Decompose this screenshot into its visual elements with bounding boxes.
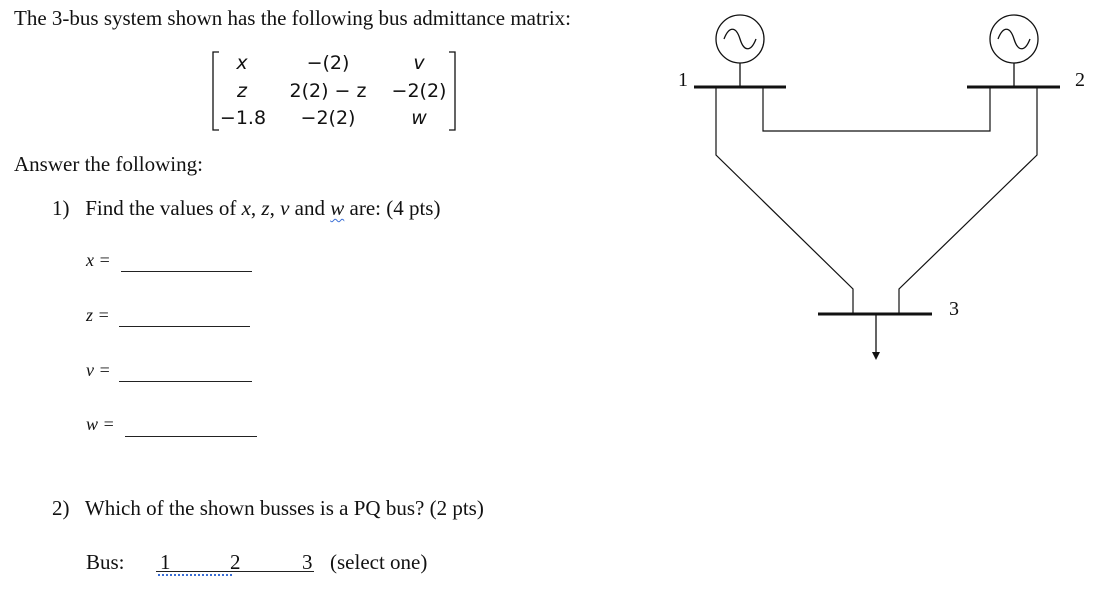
- question-1-prefix: Find the values of: [85, 196, 237, 220]
- line-1-2: [763, 87, 990, 131]
- bus-2-label: 2: [1075, 69, 1085, 91]
- answer-field-v[interactable]: [119, 381, 252, 382]
- question-2-text: Which of the shown busses is a PQ bus? (2 pts): [84, 496, 484, 520]
- matrix-cell-3-1: −1.8: [219, 107, 267, 129]
- question-2-number: 2): [52, 496, 70, 520]
- bus-option-2[interactable]: 2: [230, 550, 241, 574]
- question-2: [52, 496, 484, 521]
- matrix-cell-1-2: −(2): [306, 52, 350, 74]
- and-word: and: [294, 196, 325, 220]
- bus-1-label: 1: [678, 69, 688, 91]
- matrix-cell-1-3: v: [413, 52, 425, 74]
- generator-1-icon: [716, 15, 764, 87]
- var-v: v: [280, 196, 290, 220]
- load-arrow-icon: [872, 314, 880, 360]
- answer-heading: Answer the following:: [14, 152, 203, 176]
- one-line-diagram: [670, 0, 1100, 380]
- var-x: x: [241, 196, 251, 220]
- answer-field-x[interactable]: [121, 271, 252, 272]
- answer-field-w[interactable]: [125, 436, 257, 437]
- bus-select-hint: (select one): [330, 550, 428, 574]
- answer-field-z[interactable]: [119, 326, 250, 327]
- line-1-3: [716, 87, 853, 314]
- generator-2-icon: [990, 15, 1038, 87]
- line-2-3: [899, 87, 1037, 314]
- intro-text: The 3-bus system shown has the following bus admittance matrix:: [14, 6, 571, 30]
- matrix-cell-1-1: x: [236, 52, 248, 74]
- bus-option-1[interactable]: 1: [160, 550, 171, 574]
- field-label-x: x =: [86, 250, 111, 270]
- matrix-cell-2-1: z: [237, 80, 247, 102]
- matrix-cell-3-3: w: [411, 107, 427, 129]
- bus-label: Bus:: [86, 550, 125, 574]
- var-w: w: [330, 196, 345, 220]
- matrix-cell-2-3: −2(2): [391, 80, 447, 102]
- field-label-z: z =: [86, 305, 110, 325]
- matrix-cell-2-2: 2(2) − z: [289, 80, 367, 102]
- question-1-number: 1): [52, 196, 70, 220]
- bus-option-3[interactable]: 3: [302, 550, 313, 574]
- question-1: 1) Find the values of x, z, v and w are: (4 pts): [52, 196, 441, 220]
- question-1-suffix: are: (4 pts): [349, 196, 441, 220]
- field-label-w: w =: [86, 414, 115, 434]
- var-z: z: [261, 196, 270, 220]
- field-label-v: v =: [86, 360, 111, 380]
- matrix-cell-3-2: −2(2): [300, 107, 356, 129]
- bus-3-label: 3: [949, 298, 959, 320]
